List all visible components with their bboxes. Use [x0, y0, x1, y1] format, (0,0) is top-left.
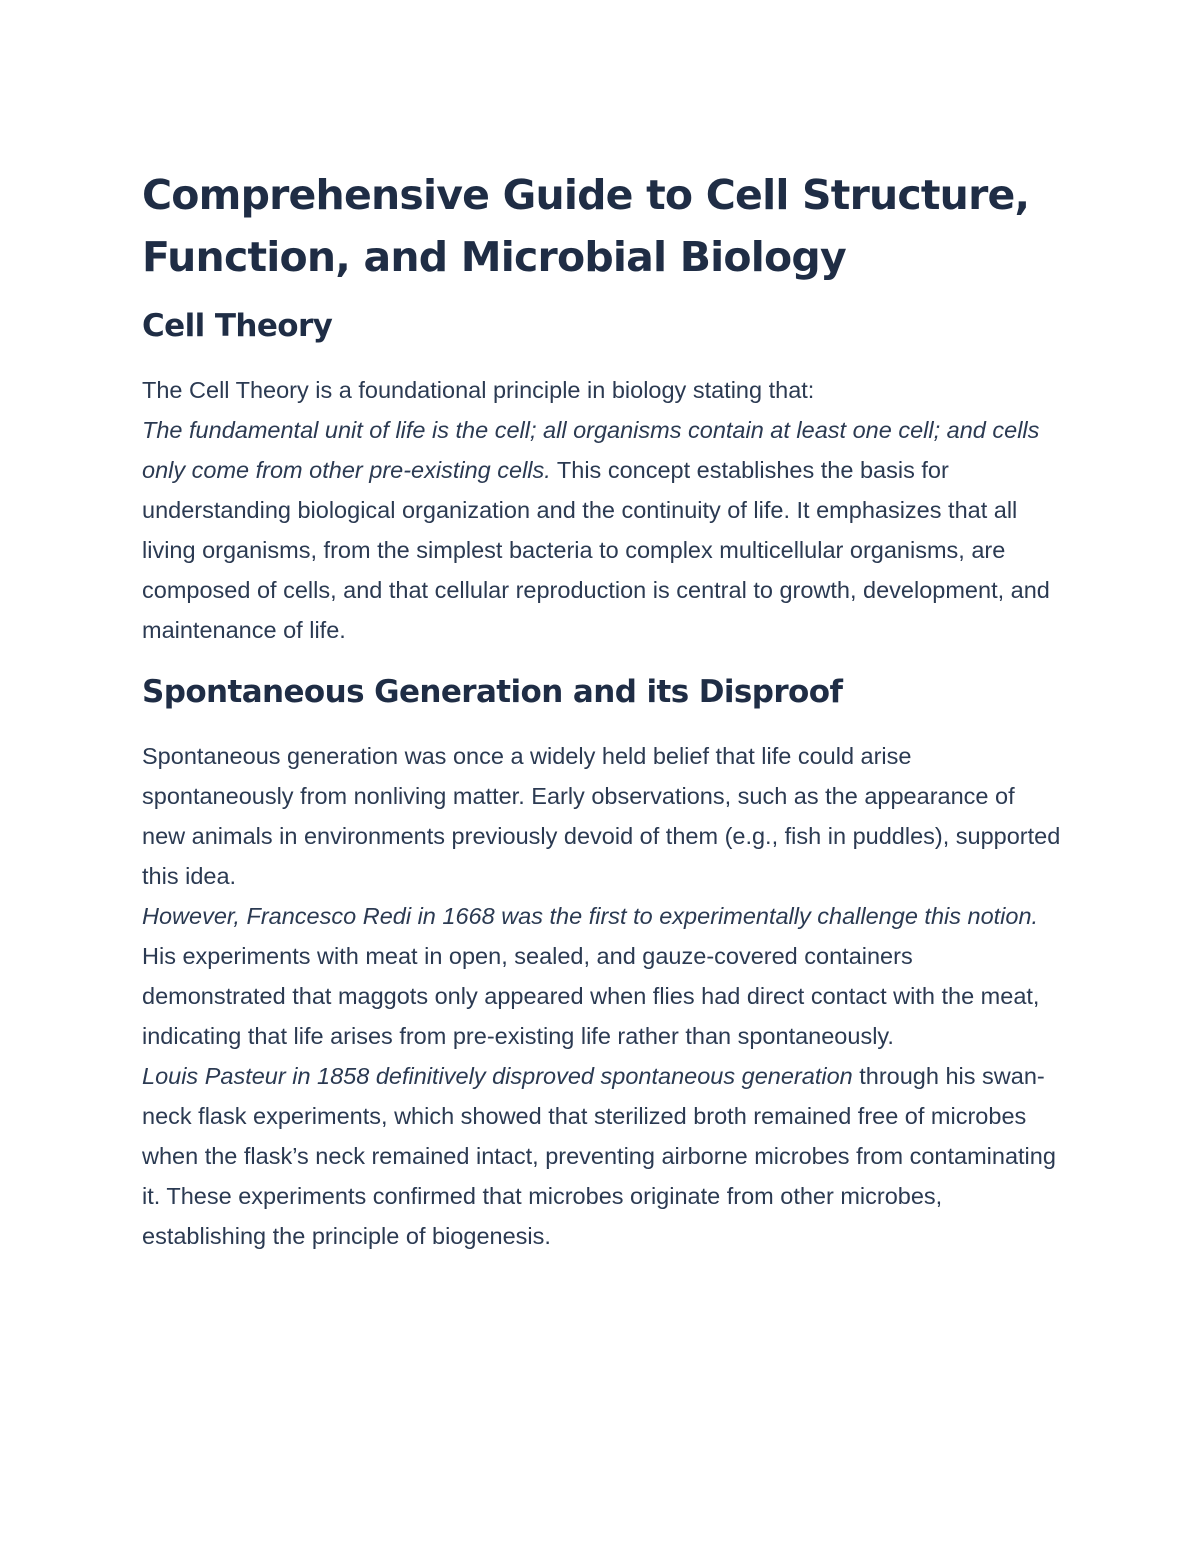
- section-cell-theory: [142, 304, 1062, 650]
- paragraph-emphasis-pasteur: Louis Pasteur in 1858 definitively disproved spontaneous generation: [142, 1063, 853, 1089]
- paragraph-emphasis-redi: However, Francesco Redi in 1668 was the first to experimentally challenge this notion.: [142, 903, 1039, 929]
- paragraph-text-pasteur: through his swan-neck flask experiments, which showed that sterilized broth remained free of microbes when the flask’s neck remained intact, preventing airborne microbes from contaminating it. These experiments confirmed that microbes originate from other microbes, establishing the principle of biogenesis.: [142, 1063, 1056, 1249]
- section-spontaneous-generation: [142, 670, 1062, 1256]
- section-heading: Spontaneous Generation and its Disproof: [142, 674, 843, 710]
- paragraph-text-redi: His experiments with meat in open, sealed, and gauze-covered containers demonstrated that maggots only appeared when flies had direct contact with the meat, indicating that life arises from pre-existing life rather than spontaneously.: [142, 943, 1040, 1049]
- paragraph: [142, 370, 1062, 650]
- section-heading: Cell Theory: [142, 308, 333, 344]
- paragraph-lead: The Cell Theory is a foundational principle in biology stating that:: [142, 377, 815, 403]
- paragraph: [142, 736, 1062, 1256]
- paragraph-emphasis: The fundamental unit of life is the cell; all organisms contain at least one cell; and cells only come from other pre-existing cells.: [142, 417, 1040, 483]
- document-page: [142, 164, 1062, 1276]
- document-title: Comprehensive Guide to Cell Structure, Function, and Microbial Biology: [142, 171, 1030, 281]
- paragraph-text: This concept establishes the basis for understanding biological organization and the continuity of life. It emphasizes that all living organisms, from the simplest bacteria to complex multicellular organisms, are composed of cells, and that cellular reproduction is central to growth, development, and maintenance of life.: [142, 457, 1050, 643]
- paragraph-lead: Spontaneous generation was once a widely held belief that life could arise spontaneously from nonliving matter. Early observations, such as the appearance of new animals in environments previously devoid of them (e.g., fish in puddles), supported this idea.: [142, 743, 1061, 889]
